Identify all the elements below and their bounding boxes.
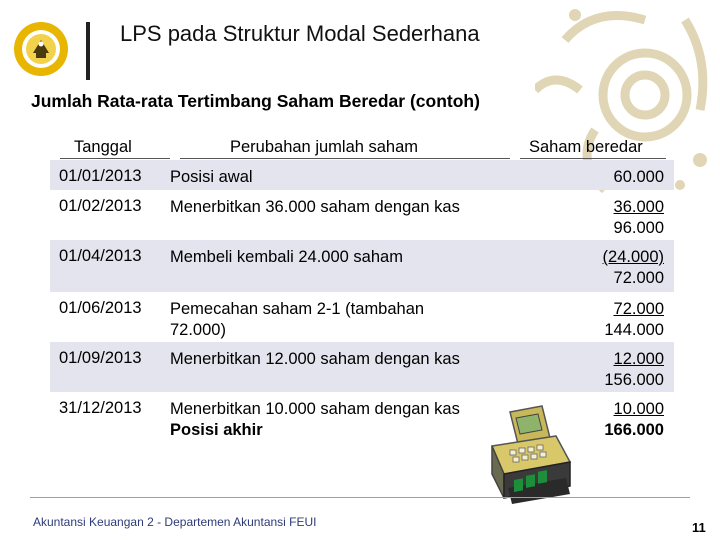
row-date: 01/02/2013 [59,197,142,215]
row-description [170,247,403,268]
row-value [604,349,664,391]
row-value-line: 156.000 [604,371,664,389]
page-number: 11 [692,520,706,535]
row-description [170,399,460,441]
row-value-line: 166.000 [604,421,664,439]
row-description-line: Posisi awal [170,168,253,186]
row-description-line: 72.000) [170,321,226,339]
table-row [50,160,674,190]
row-value-line: 60.000 [613,168,664,186]
row-date: 31/12/2013 [59,399,142,417]
row-value [614,167,664,188]
row-description-line: Menerbitkan 12.000 saham dengan kas [170,350,460,368]
row-description-line: Pemecahan saham 2-1 (tambahan [170,300,425,318]
row-date: 01/09/2013 [59,349,142,367]
row-description [170,299,424,341]
header-underline [520,158,666,159]
row-description-line: Membeli kembali 24.000 saham [170,248,403,266]
row-description-line: Menerbitkan 10.000 saham dengan kas [170,400,460,418]
page-title: LPS pada Struktur Modal Sederhana [120,21,480,46]
row-date: 01/06/2013 [59,299,142,317]
title-divider [86,22,90,80]
row-value-line: 96.000 [613,219,664,237]
row-description [170,349,460,370]
row-value [604,299,664,341]
header-underline [180,158,510,159]
row-value-line: 12.000 [613,350,664,368]
row-date: 01/04/2013 [59,247,142,265]
row-value-line: 36.000 [613,198,664,216]
footer-divider [30,497,690,498]
table-row [50,342,674,392]
column-header-saham-beredar: Saham beredar [529,138,643,156]
table-row [50,190,674,240]
table-row [50,392,674,444]
column-header-tanggal: Tanggal [74,138,132,156]
table-row [50,240,674,292]
section-subtitle: Jumlah Rata-rata Tertimbang Saham Beredar (contoh) [31,91,480,111]
row-date: 01/01/2013 [59,167,142,185]
column-header-perubahan: Perubahan jumlah saham [230,138,419,156]
row-description-line: Menerbitkan 36.000 saham dengan kas [170,198,460,216]
row-value-line: (24.000) [602,248,664,266]
table-row [50,292,674,342]
university-logo-icon [12,20,70,78]
footer-text: Akuntansi Keuangan 2 - Departemen Akuntansi FEUI [33,515,317,529]
row-description [170,197,460,218]
row-value-line: 72.000 [613,269,664,287]
row-value-line: 72.000 [613,300,664,318]
row-value [603,247,664,289]
header-underline [60,158,170,159]
row-value [614,197,664,239]
row-value [604,399,664,441]
row-value-line: 10.000 [613,400,664,418]
row-description-line: Posisi akhir [170,421,263,439]
row-value-line: 144.000 [604,321,664,339]
row-description [170,167,253,188]
